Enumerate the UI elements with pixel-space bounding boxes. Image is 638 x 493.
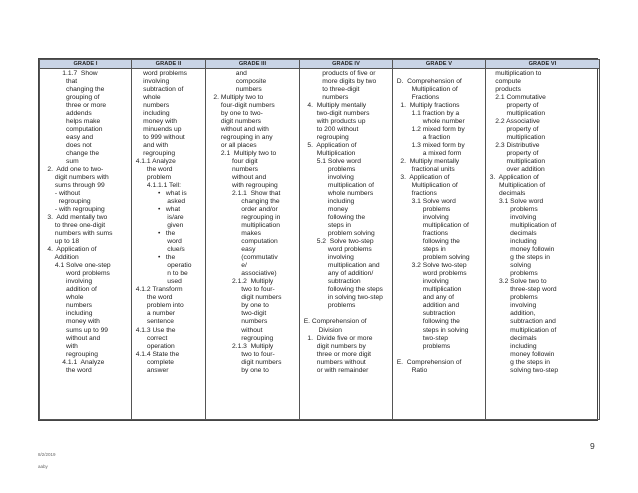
content-line: solving two-step <box>486 366 559 374</box>
content-line: by one to <box>206 366 269 374</box>
content-line: 5.2 Solve two-step <box>300 238 374 246</box>
content-line: 3.1 Solve word <box>393 198 456 206</box>
content-line: 4.1.1 Analyze <box>40 358 105 366</box>
content-line: 2.2 Associative <box>486 118 540 126</box>
content-line: a number <box>132 310 176 318</box>
content-line: that <box>40 78 78 86</box>
content-line: Division <box>300 326 342 334</box>
content-line: addition, <box>486 310 536 318</box>
content-line: problems <box>486 270 538 278</box>
content-line: problems <box>486 294 538 302</box>
content-line: word problems <box>40 270 110 278</box>
content-line: over addition <box>486 166 545 174</box>
content-line: subtraction <box>300 278 361 286</box>
content-line: answer <box>132 366 169 374</box>
content-line: digit numbers by <box>300 342 366 350</box>
content-line: Addition <box>40 254 79 262</box>
content-line: two-step <box>393 334 449 342</box>
content-line: three-step word <box>486 286 557 294</box>
content-line: correct <box>132 334 168 342</box>
content-line: fractions <box>393 190 437 198</box>
page-number: 9 <box>590 441 595 451</box>
content-line: two to four- <box>206 286 275 294</box>
cell-grade-6 <box>486 69 600 420</box>
content-line: 2. Multiply mentally <box>393 158 460 166</box>
content-line: 2. Add one to two- <box>40 166 104 174</box>
content-line: compute <box>486 78 521 86</box>
content-line: E. Comprehension of <box>393 358 462 366</box>
content-line: numbers <box>132 102 170 110</box>
content-line: 4.1.4 State the <box>132 350 180 358</box>
content-line: operatio <box>132 262 192 270</box>
content-line: given <box>132 222 184 230</box>
content-line: following the <box>393 318 460 326</box>
content-line: multiplication <box>486 134 546 142</box>
content-line: involving <box>393 278 449 286</box>
content-line: problems <box>393 206 451 214</box>
content-line: without and with <box>206 126 269 134</box>
content-line: multiplication and <box>300 262 380 270</box>
content-line: money <box>300 206 348 214</box>
content-line: digit numbers <box>206 118 262 126</box>
content-line: regrouping <box>40 198 91 206</box>
content-line: three or more digit <box>300 350 371 358</box>
curriculum-table-container <box>38 58 598 421</box>
content-line: solving <box>486 262 531 270</box>
content-line: numbers <box>300 94 349 102</box>
content-line: decimals <box>486 230 537 238</box>
content-line: or all places <box>206 142 257 150</box>
content-line: digit numbers <box>206 358 282 366</box>
content-line: whole <box>40 294 84 302</box>
content-line: 1. Divide five or more <box>300 334 373 342</box>
cell-grade-1 <box>40 69 132 420</box>
content-line: 5. Application of <box>300 142 357 150</box>
content-line: regrouping in <box>206 214 281 222</box>
content-line: 2.1.3 Multiply <box>206 342 274 350</box>
content-line: property of <box>486 102 539 110</box>
content-line: 1.2 mixed form by <box>393 126 465 134</box>
content-line: 4. Multiply mentally <box>300 102 367 110</box>
content-line: steps in solving <box>393 326 469 334</box>
content-line: computation <box>206 238 278 246</box>
content-line: 2.1.2 Multiply <box>206 278 274 286</box>
content-line: the word <box>132 166 173 174</box>
content-line: multiplication <box>393 286 462 294</box>
content-line: products of five or <box>300 70 376 77</box>
content-line: 1. Multiply fractions <box>393 102 460 110</box>
content-line: Ratio <box>393 366 428 374</box>
content-line: • the <box>132 254 176 262</box>
content-line: involving <box>300 254 354 262</box>
content-row <box>40 69 600 420</box>
content-line: used <box>132 278 182 286</box>
content-line: 4.1.1.1 Tell: <box>132 182 181 190</box>
content-line: regrouping in any <box>206 134 273 142</box>
content-line: asked <box>132 198 186 206</box>
content-line: 4.1.1 Analyze <box>132 158 176 166</box>
content-line: (commutativ <box>206 254 278 262</box>
content-line: is/are <box>132 214 184 222</box>
content-line: 3. Add mentally two <box>40 214 108 222</box>
content-line: including <box>486 342 537 350</box>
content-line: and <box>206 70 247 77</box>
content-line: and any of <box>393 294 454 302</box>
content-line: whole number <box>393 118 465 126</box>
content-line: problems <box>486 206 538 214</box>
content-line: subtraction <box>393 310 456 318</box>
content-line: without and <box>40 334 101 342</box>
content-line: 3.2 Solve two-step <box>393 262 467 270</box>
content-line: E. Comprehension of <box>300 318 367 326</box>
content-line: involving <box>40 278 93 286</box>
content-line: Fractions <box>393 94 440 102</box>
content-line: 2. Multiply two to <box>206 94 264 102</box>
content-line: money followin <box>486 350 555 358</box>
content-line: grouping of <box>40 94 100 102</box>
grade-1-content <box>40 69 131 375</box>
content-line: digit numbers <box>206 294 282 302</box>
content-line: Multiplication of <box>393 182 458 190</box>
content-line: complete <box>132 358 174 366</box>
content-line: steps in <box>393 246 446 254</box>
footer-date: 8/2/2019 <box>38 452 56 457</box>
content-line: property of <box>486 126 539 134</box>
content-line: two-digit <box>206 310 267 318</box>
content-line: numbers without <box>300 358 366 366</box>
content-line: word <box>132 238 182 246</box>
content-line: 1.3 mixed form by <box>393 142 465 150</box>
content-line: operation <box>132 342 175 350</box>
content-line: involving <box>300 174 354 182</box>
content-line: • what <box>132 206 181 214</box>
content-line: problem solving <box>300 230 375 238</box>
content-line: problem into <box>132 302 184 310</box>
content-line: multiplication <box>486 110 546 118</box>
content-line: multiplication <box>486 158 546 166</box>
content-line: money with <box>132 118 177 126</box>
content-line: clue/s <box>132 246 185 254</box>
content-line: fractions <box>393 230 449 238</box>
content-line: regrouping <box>40 350 98 358</box>
content-line: numbers with sums <box>40 230 113 238</box>
footer-author: aaby <box>38 464 48 469</box>
content-line: easy <box>206 246 256 254</box>
content-line: the word <box>40 366 92 374</box>
content-line: to 999 without <box>132 134 185 142</box>
content-line: or with remainder <box>300 366 369 374</box>
content-line: up to 18 <box>40 238 80 246</box>
content-line: g the steps in <box>486 254 550 262</box>
content-line: Multiplication of <box>393 86 458 94</box>
content-line: problems <box>300 302 356 310</box>
content-line: any of addition/ <box>300 270 374 278</box>
content-line: regrouping <box>300 134 349 142</box>
content-line: decimals <box>486 190 526 198</box>
content-line: problems <box>393 342 451 350</box>
curriculum-table <box>39 59 600 420</box>
content-line: numbers <box>206 166 259 174</box>
content-line: three or more <box>40 102 107 110</box>
content-line <box>300 310 392 318</box>
content-line: decimals <box>486 334 537 342</box>
content-line: multiplication of <box>486 326 557 334</box>
header-row <box>40 60 600 69</box>
header-grade-5: GRADE V <box>393 60 486 69</box>
content-line: numbers <box>206 318 268 326</box>
content-line: to three one-digit <box>40 222 106 230</box>
content-line: the word <box>132 294 173 302</box>
content-line: helps make <box>40 118 101 126</box>
content-line: numbers <box>206 86 262 94</box>
content-line: to three-digit <box>300 86 360 94</box>
content-line: • the <box>132 230 176 238</box>
cell-grade-4 <box>300 69 393 420</box>
content-line: money followin <box>486 246 555 254</box>
cell-grade-3 <box>206 69 300 420</box>
content-line: numbers <box>40 302 93 310</box>
content-line: g the steps in <box>486 358 550 366</box>
content-line: products <box>486 86 521 94</box>
content-line: four digit <box>206 158 258 166</box>
header-grade-6: GRADE VI <box>486 60 600 69</box>
content-line: 2.1.1 Show that <box>206 190 281 198</box>
content-line: more digits by two <box>300 78 377 86</box>
content-line: including <box>300 198 355 206</box>
content-line: with products up <box>300 118 366 126</box>
grade-5-content <box>393 69 485 375</box>
content-line: subtraction of <box>132 86 184 94</box>
content-line: 4.1 Solve one-step <box>40 262 111 270</box>
content-line: changing the <box>40 86 105 94</box>
content-line: by one to two- <box>206 110 263 118</box>
content-line: word problems <box>132 70 188 77</box>
content-line <box>393 70 485 78</box>
content-line: 4. Application of <box>40 246 97 254</box>
grade-4-content <box>300 69 392 375</box>
content-line: sums up to 99 <box>40 326 109 334</box>
content-line: whole numbers <box>300 190 374 198</box>
content-line: following the <box>393 238 460 246</box>
content-line: - with regrouping <box>40 206 105 214</box>
content-line: problems <box>300 166 356 174</box>
content-line: e/ <box>206 262 247 270</box>
content-line: change the <box>40 150 100 158</box>
content-line: money with <box>40 318 100 326</box>
content-line: changing the <box>206 198 280 206</box>
content-line: Multiplication of <box>486 182 546 190</box>
content-line: multiplication <box>206 222 280 230</box>
content-line: two to four- <box>206 350 275 358</box>
content-line: makes <box>206 230 261 238</box>
content-line: 3. Application of <box>486 174 539 182</box>
cell-grade-2 <box>132 69 206 420</box>
content-line: in solving two-step <box>300 294 383 302</box>
content-line: 5.1 Solve word <box>300 158 361 166</box>
header-grade-3: GRADE III <box>206 60 300 69</box>
content-line: two-digit numbers <box>300 110 370 118</box>
content-line: composite <box>206 78 267 86</box>
grade-6-content <box>486 69 599 375</box>
content-line: four-digit numbers <box>206 102 275 110</box>
content-line: steps in <box>300 222 351 230</box>
content-line: with regrouping <box>206 182 278 190</box>
content-line: multiplication of <box>300 182 374 190</box>
content-line: including <box>132 110 170 118</box>
content-line: multiplication of <box>393 222 469 230</box>
content-line: 2.3 Distributive <box>486 142 540 150</box>
content-line: whole <box>132 94 161 102</box>
content-line: subtraction and <box>486 318 556 326</box>
content-line: 1.1 fraction by a <box>393 110 460 118</box>
content-line: involving <box>393 214 449 222</box>
content-line: by one to <box>206 302 269 310</box>
content-line: regrouping <box>206 334 274 342</box>
content-line: addition and <box>393 302 460 310</box>
content-line: fractional units <box>393 166 455 174</box>
content-line: computation <box>40 126 103 134</box>
content-line: including <box>486 238 537 246</box>
content-line: digit numbers with <box>40 174 109 182</box>
content-line: including <box>40 310 93 318</box>
content-line: does not <box>40 142 92 150</box>
content-line: word problems <box>393 270 467 278</box>
content-line: 3. Application of <box>393 174 450 182</box>
content-line: • what is <box>132 190 187 198</box>
content-line: following the <box>300 214 366 222</box>
content-line: to 200 without <box>300 126 359 134</box>
content-line: word problems <box>300 246 372 254</box>
content-line: with <box>40 342 78 350</box>
content-line: Multiplication <box>300 150 356 158</box>
header-grade-1: GRADE I <box>40 60 132 69</box>
content-line: involving <box>486 214 537 222</box>
content-line: associative) <box>206 270 277 278</box>
content-line: 2.1 Commutative <box>486 94 546 102</box>
content-line: 4.1.3 Use the <box>132 326 176 334</box>
content-line: 4.1.2 Transform <box>132 286 183 294</box>
content-line: - without <box>40 190 81 198</box>
content-line: D. Comprehension of <box>393 78 462 86</box>
content-line: 2.1 Multiply two to <box>206 150 277 158</box>
content-line: sentence <box>132 318 175 326</box>
content-line: addition of <box>40 286 97 294</box>
content-line: multiplication of <box>486 222 557 230</box>
content-line: without <box>206 326 263 334</box>
content-line <box>393 351 485 359</box>
content-line: minuends up <box>132 126 182 134</box>
content-line: problem <box>132 174 172 182</box>
content-line: regrouping <box>132 150 176 158</box>
content-line: 3.1 Solve word <box>486 198 544 206</box>
content-line: order and/or <box>206 206 278 214</box>
content-line: sums through 99 <box>40 182 105 190</box>
header-grade-2: GRADE II <box>132 60 206 69</box>
content-line: multiplication to <box>486 70 542 77</box>
content-line: problem solving <box>393 254 470 262</box>
content-line: n to be <box>132 270 188 278</box>
grade-2-content <box>132 69 205 375</box>
content-line: property of <box>486 150 539 158</box>
content-line: and with <box>132 142 169 150</box>
content-line: sum <box>40 158 79 166</box>
content-line: a mixed form <box>393 150 462 158</box>
header-grade-4: GRADE IV <box>300 60 393 69</box>
grade-3-content <box>206 69 299 375</box>
content-line: involving <box>132 78 170 86</box>
content-line: addends <box>40 110 92 118</box>
cell-grade-5 <box>393 69 486 420</box>
content-line: following the steps <box>300 286 383 294</box>
content-line: without and <box>206 174 267 182</box>
content-line: 3.2 Solve two to <box>486 278 547 286</box>
content-line: 1.1.7 Show <box>40 70 98 77</box>
content-line: easy and <box>40 134 94 142</box>
content-line: a fraction <box>393 134 451 142</box>
content-line: involving <box>486 302 537 310</box>
